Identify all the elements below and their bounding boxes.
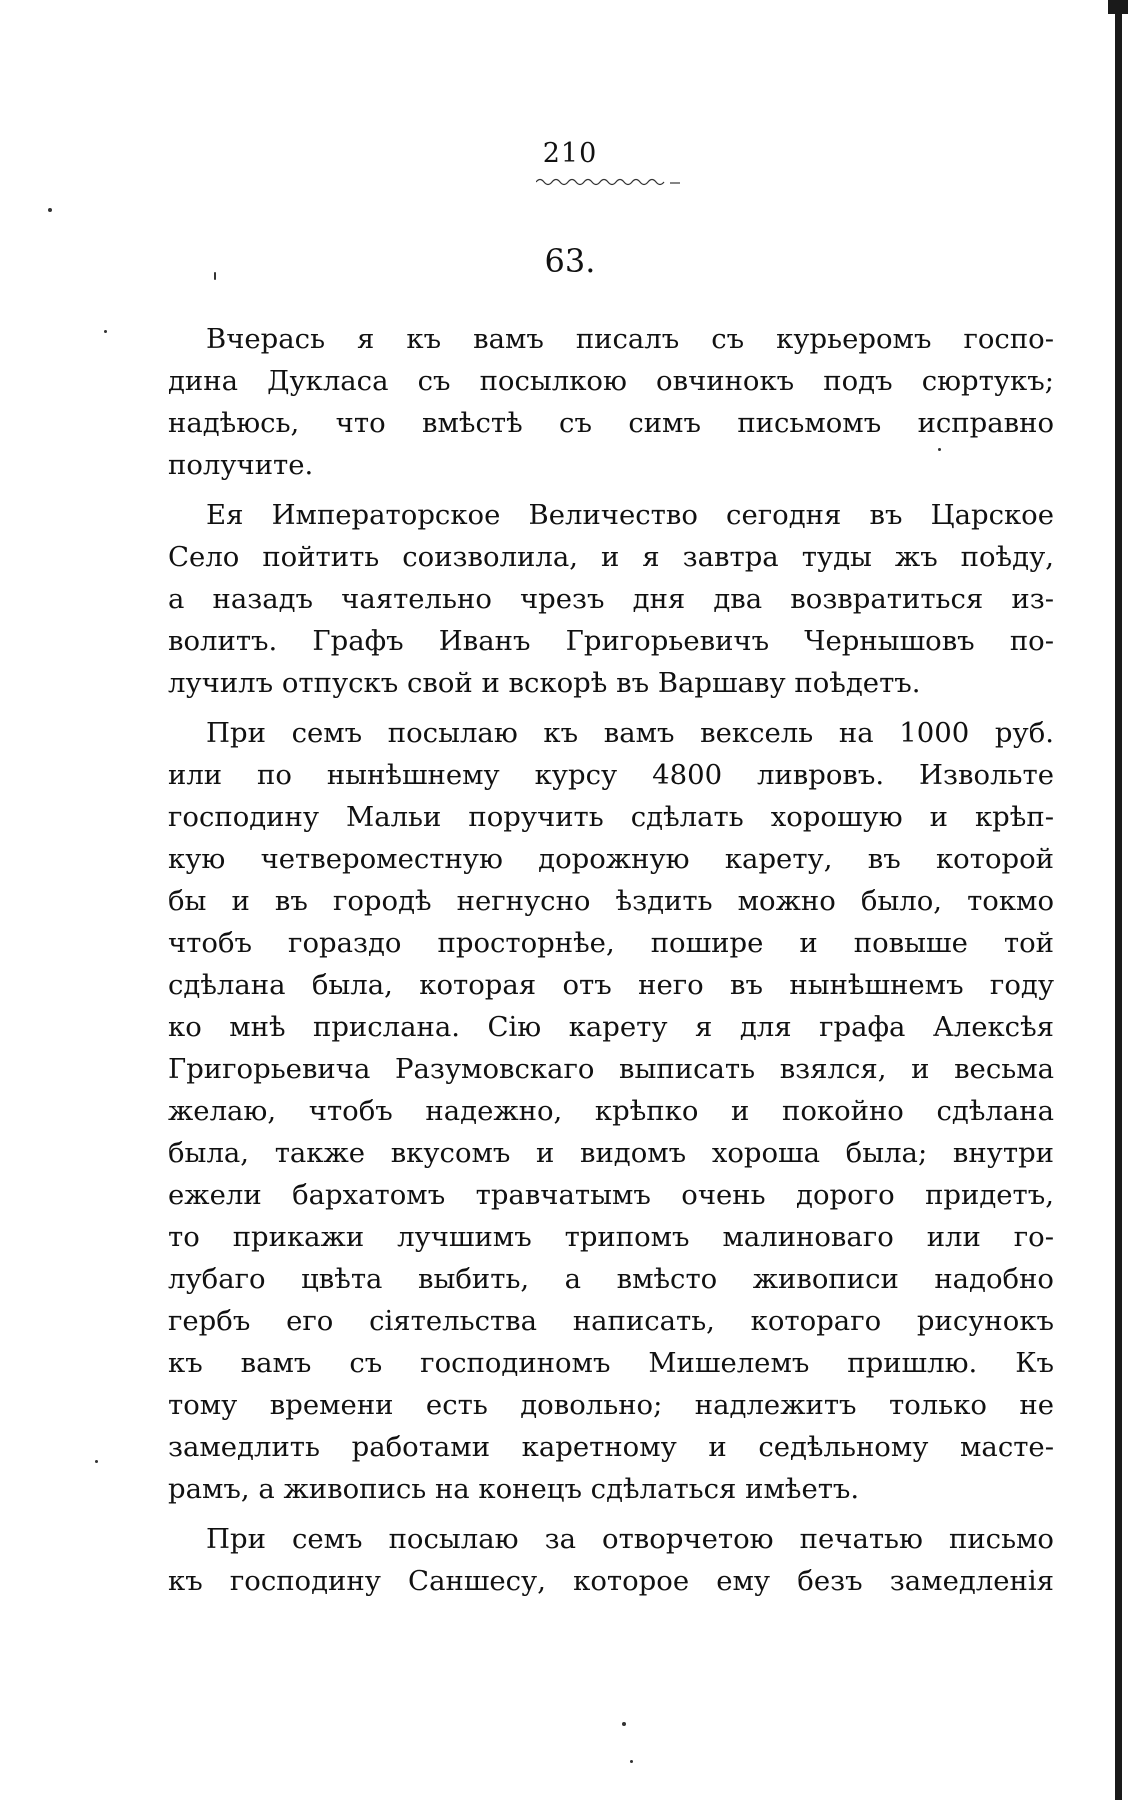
text-line: или по нынѣшнему курсу 4800 ливровъ. Извольте: [168, 759, 1054, 791]
text-line: При семъ посылаю къ вамъ вексель на 1000 руб.: [206, 717, 1054, 749]
text-line: то прикажи лучшимъ трипомъ малиноваго или го-: [168, 1221, 1054, 1253]
paragraph-gap: [168, 1510, 1054, 1518]
scan-speck: [214, 272, 216, 280]
text-line: чтобъ гораздо просторнѣе, пошире и повыше той: [168, 927, 1054, 959]
text-line: гербъ его сіятельства написать, котораго рисунокъ: [168, 1305, 1054, 1337]
scan-speck: [938, 448, 941, 451]
text-line: а назадъ чаятельно чрезъ дня два возвратиться из-: [168, 583, 1054, 615]
letter-body: [168, 318, 1054, 1602]
text-line: тому времени есть довольно; надлежитъ только не: [168, 1389, 1054, 1421]
scan-speck: [630, 1760, 633, 1763]
text-line: къ вамъ съ господиномъ Мишелемъ пришлю. Къ: [168, 1347, 1054, 1379]
text-line: получите.: [168, 449, 314, 481]
text-line: волитъ. Графъ Иванъ Григорьевичъ Чернышовъ по-: [168, 625, 1054, 657]
text-line: замедлить работами каретному и седѣльному масте-: [168, 1431, 1054, 1463]
text-line: кую четвероместную дорожную карету, въ которой: [168, 843, 1054, 875]
scan-speck: [104, 330, 107, 333]
scan-speck: [622, 1722, 626, 1726]
text-line: дина Дукласа съ посылкою овчинокъ подъ сюртукъ;: [168, 365, 1054, 397]
letter-number: 63.: [544, 242, 596, 280]
text-line: надѣюсь, что вмѣстѣ съ симъ письмомъ исправно: [168, 407, 1054, 439]
scan-speck: [48, 208, 52, 212]
paragraph-gap: [168, 486, 1054, 494]
text-line: сдѣлана была, которая отъ него въ нынѣшнемъ году: [168, 969, 1054, 1001]
text-line: желаю, чтобъ надежно, крѣпко и покойно сдѣлана: [168, 1095, 1054, 1127]
text-line: Вчерась я къ вамъ писалъ съ курьеромъ госпо-: [206, 323, 1054, 355]
text-line: рамъ, а живопись на конецъ сдѣлаться имѣетъ.: [168, 1473, 860, 1505]
text-line: ко мнѣ прислана. Сію карету я для графа Алексѣя: [168, 1011, 1054, 1043]
scan-speck: [95, 1460, 98, 1463]
text-line: бы и въ городѣ негнусно ѣздить можно было, токмо: [168, 885, 1054, 917]
text-line: Григорьевича Разумовскаго выписать взялся, и весьма: [168, 1053, 1054, 1085]
paragraph-gap: [168, 704, 1054, 712]
text-line: лубаго цвѣта выбить, а вмѣсто живописи надобно: [168, 1263, 1054, 1295]
text-line: лучилъ отпускъ свой и вскорѣ въ Варшаву поѣдетъ.: [168, 667, 921, 699]
text-line: Село пойтить соизволила, и я завтра туды жъ поѣду,: [168, 541, 1054, 573]
text-line: ежели бархатомъ травчатымъ очень дорого придетъ,: [168, 1179, 1054, 1211]
text-line: Ея Императорское Величество сегодня въ Царское: [206, 499, 1054, 531]
text-line: была, также вкусомъ и видомъ хороша была; внутри: [168, 1137, 1054, 1169]
page-number: 210: [542, 138, 598, 169]
text-line: къ господину Саншесу, которое ему безъ замедленія: [168, 1565, 1054, 1597]
text-line: господину Мальи поручить сдѣлать хорошую и крѣп-: [168, 801, 1054, 833]
text-line: При семъ посылаю за отворчетою печатью письмо: [206, 1523, 1054, 1555]
wavy-ornament: [536, 176, 684, 188]
